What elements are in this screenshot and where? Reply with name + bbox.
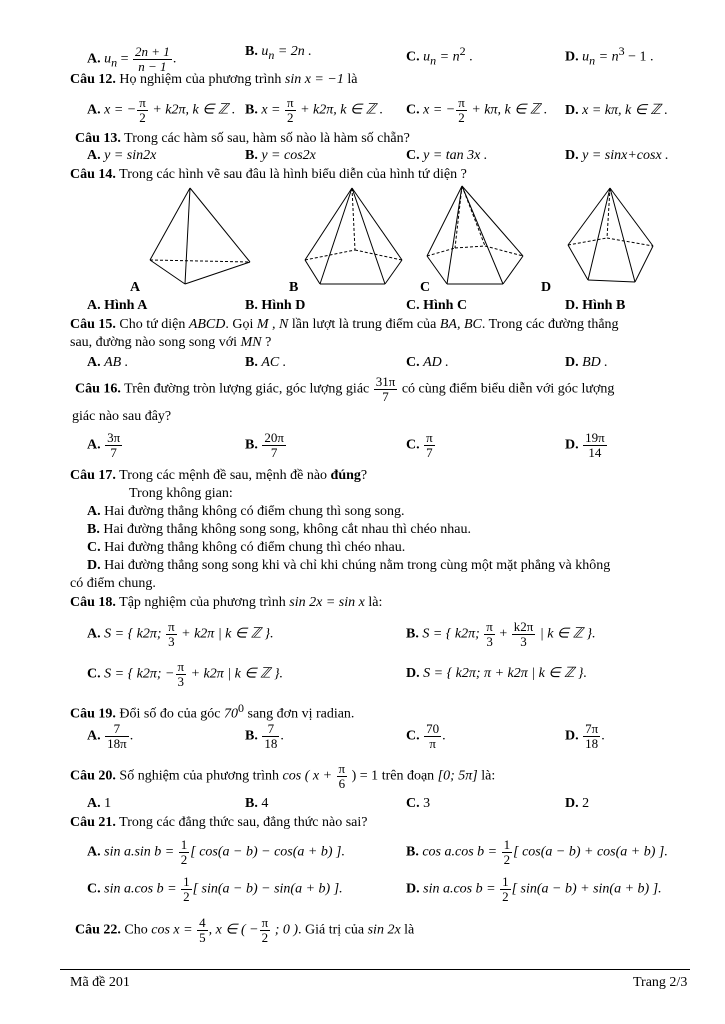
q16-stem-line2: giác nào sau đây?	[72, 409, 172, 424]
figure-a-label: A	[130, 280, 141, 295]
q16-option-b: B. $\frac{20\pi}{7}$	[245, 430, 284, 460]
q17-intro: Trong không gian:	[129, 486, 233, 501]
q14-option-b: B. Hình D	[245, 298, 306, 313]
q15-stem: Câu 15. Cho tứ diện ABCD. Gọi M , N lần lượt là trung điểm của BA, BC. Trong các đường thẳng	[70, 317, 619, 332]
q18-option-b: B. S = { k2π; $\frac{\pi}{3}$ + $\frac{k2\pi}{3}$ | k ∈ ℤ }.	[406, 619, 596, 649]
q18-stem: Câu 18. Tập nghiệm của phương trình sin 2x = sin x là:	[70, 595, 383, 610]
q14-option-a: A. Hình A	[87, 298, 148, 313]
q15-option-c: C. AD .	[406, 355, 449, 370]
footer-divider	[60, 969, 690, 970]
q11-option-d: D. $u_n = n^3 - 1$ .	[565, 44, 654, 68]
q21-option-b: B. cos a.cos b = $\frac{1}{2}$ [ cos(a − b) + cos(a + b) ].	[406, 837, 668, 867]
q17-option-b: B. Hai đường thẳng không song song, không cắt nhau thì chéo nhau.	[87, 522, 472, 537]
q21-stem: Câu 21. Trong các đẳng thức sau, đẳng thức nào sai?	[70, 815, 368, 830]
figure-c-label: C	[420, 280, 431, 295]
q16-option-c: C. $\frac{\pi}{7}$	[406, 430, 433, 460]
q12-option-a: A. x = − $\frac{\pi}{2}$ + k2π, k ∈ ℤ .	[87, 95, 236, 125]
q15-option-d: D. BD .	[565, 355, 608, 370]
q20-option-b: B. 4	[245, 796, 269, 811]
q13-option-a: A. y = sin2x	[87, 148, 157, 163]
q16-stem: Câu 16. Trên đường tròn lượng giác, góc lượng giác $\frac{31\pi}{7}$ có cùng điểm biểu diễn với góc lượng	[75, 374, 615, 404]
q19-option-b: B. $\frac{7}{18}$ .	[245, 721, 284, 751]
q19-option-d: D. $\frac{7\pi}{18}$ .	[565, 721, 605, 751]
footer-page-number: Trang 2/3	[633, 975, 688, 990]
q15-stem-line2: sau, đường nào song song với MN ?	[70, 335, 272, 350]
q20-option-c: C. 3	[406, 796, 431, 811]
q12-option-b: B. x = $\frac{\pi}{2}$ + k2π, k ∈ ℤ .	[245, 95, 384, 125]
figure-a-tetrahedron	[150, 188, 250, 284]
figure-b-pyramid	[305, 188, 402, 284]
q13-option-c: C. y = tan 3x .	[406, 148, 488, 163]
figure-d-label: D	[541, 280, 552, 295]
q14-option-d: D. Hình B	[565, 298, 626, 313]
q21-option-c: C. sin a.cos b = $\frac{1}{2}$ [ sin(a − b) − sin(a + b) ].	[87, 874, 343, 904]
q12-option-c: C. x = − $\frac{\pi}{2}$ + kπ, k ∈ ℤ .	[406, 95, 548, 125]
q20-stem: Câu 20. Số nghiệm của phương trình cos ( x + $\frac{\pi}{6}$ ) = 1 trên đoạn [0; 5π] là:	[70, 761, 496, 791]
q13-option-b: B. y = cos2x	[245, 148, 316, 163]
figure-b-label: B	[289, 280, 299, 295]
figure-d-pyramid	[568, 188, 653, 282]
q18-option-d: D. S = { k2π; π + k2π | k ∈ ℤ }.	[406, 666, 588, 681]
q12-option-d: D. x = kπ, k ∈ ℤ .	[565, 103, 668, 118]
q17-option-c: C. Hai đường thẳng không có điểm chung thì chéo nhau.	[87, 540, 406, 555]
q17-option-a: A. Hai đường thẳng không có điểm chung thì song song.	[87, 504, 405, 519]
q14-stem: Câu 14. Trong các hình vẽ sau đâu là hình biểu diễn của hình tứ diện ?	[70, 167, 467, 182]
q19-option-c: C. $\frac{70}{\pi}$ .	[406, 721, 446, 751]
q20-option-a: A. 1	[87, 796, 112, 811]
q22-stem: Câu 22. Cho cos x = $\frac{4}{5}$ , x ∈ ( − $\frac{\pi}{2}$ ; 0 ). Giá trị của sin 2x là	[75, 915, 415, 945]
q21-option-d: D. sin a.cos b = $\frac{1}{2}$ [ sin(a − b) + sin(a + b) ].	[406, 874, 662, 904]
q16-option-d: D. $\frac{19\pi}{14}$	[565, 430, 605, 460]
q21-option-a: A. sin a.sin b = $\frac{1}{2}$ [ cos(a − b) − cos(a + b) ].	[87, 837, 345, 867]
q14-figures	[0, 180, 725, 295]
q15-option-b: B. AC .	[245, 355, 287, 370]
q12-stem: Câu 12. Họ nghiệm của phương trình sin x = −1 là	[70, 72, 358, 87]
q15-option-a: A. AB .	[87, 355, 129, 370]
q16-option-a: A. $\frac{3\pi}{7}$	[87, 430, 121, 460]
q19-option-a: A. $\frac{7}{18\pi}$ .	[87, 721, 134, 751]
q20-option-d: D. 2	[565, 796, 590, 811]
q18-option-a: A. S = { k2π; $\frac{\pi}{3}$ + k2π | k ∈ ℤ }.	[87, 619, 274, 649]
figure-c-pyramid	[427, 186, 523, 284]
q19-stem: Câu 19. Đổi số đo của góc $70^0$ sang đơn vị radian.	[70, 701, 355, 722]
q17-option-d-line2: có điểm chung.	[70, 576, 156, 591]
q14-option-c: C. Hình C	[406, 298, 468, 313]
q13-option-d: D. y = sinx+cosx .	[565, 148, 669, 163]
q17-option-d: D. Hai đường thẳng song song khi và chỉ khi chúng nằm trong cùng một mặt phẳng và không	[87, 558, 611, 573]
q11-option-c: C. $u_n = n^2$ .	[406, 44, 473, 68]
q18-option-c: C. S = { k2π; − $\frac{\pi}{3}$ + k2π | k ∈ ℤ }.	[87, 659, 284, 689]
q11-option-a: A. $u_n$ = $\frac{2n + 1}{n - 1}$ .	[87, 44, 177, 74]
q17-stem: Câu 17. Trong các mệnh đề sau, mệnh đề nào đúng?	[70, 468, 368, 483]
q11-option-b: B. $u_n = 2n$ .	[245, 44, 312, 62]
q13-stem: Câu 13. Trong các hàm số sau, hàm số nào là hàm số chẵn?	[75, 131, 410, 146]
footer-exam-code: Mã đề 201	[70, 975, 130, 990]
